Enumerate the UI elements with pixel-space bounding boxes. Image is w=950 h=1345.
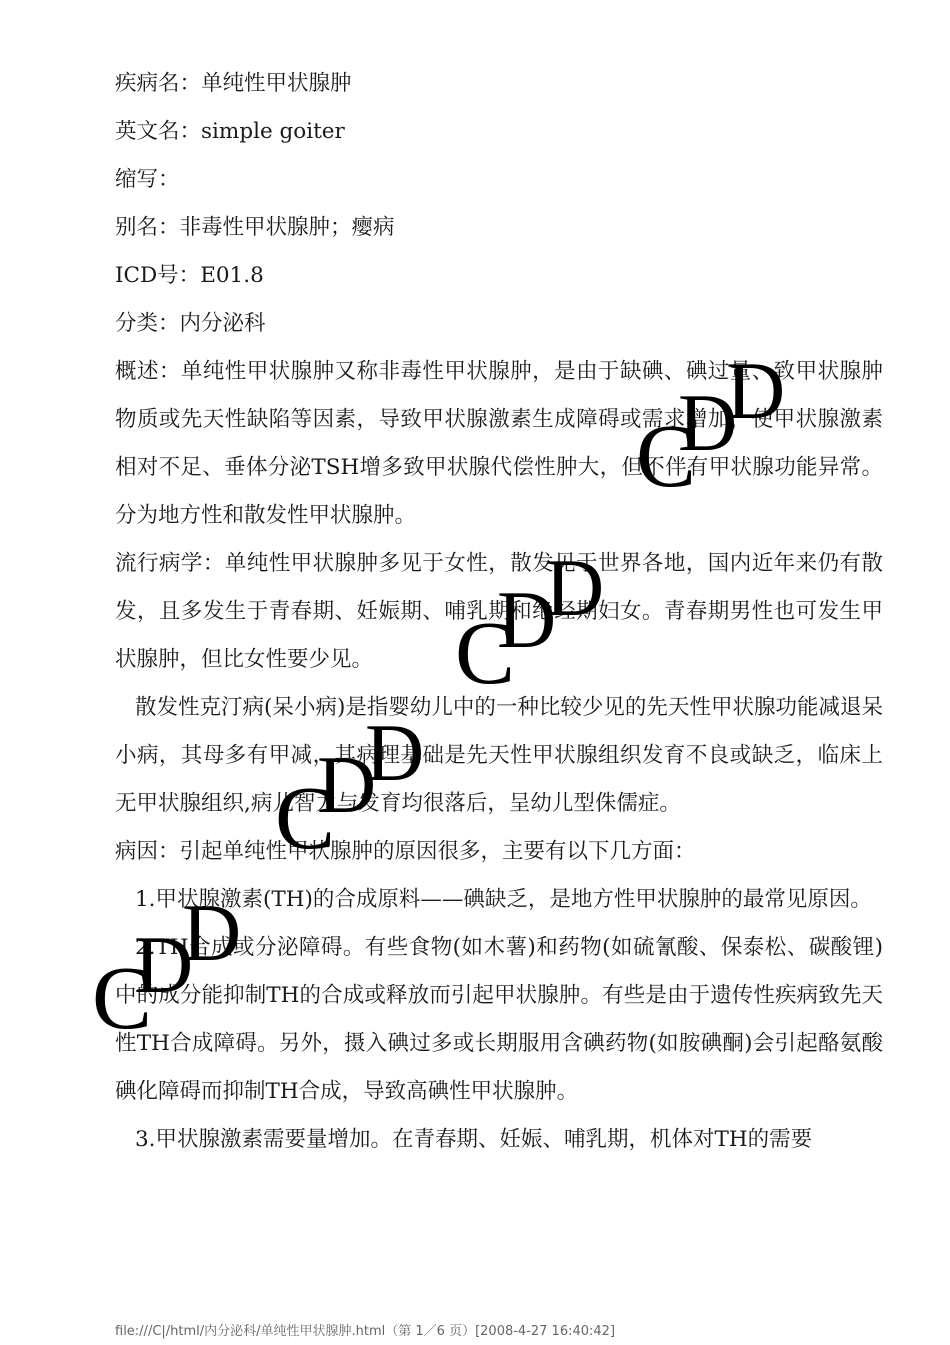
epidemiology-cretinism-paragraph: 散发性克汀病(呆小病)是指婴幼儿中的一种比较少见的先天性甲状腺功能减退呆小病，其母多有甲减，其病理基础是先天性甲状腺组织发育不良或缺乏，临床上无甲状腺组织,病儿智力与发育均很落后，呈幼儿型侏儒症。 <box>115 695 883 816</box>
field-icd: ICD号：E01.8 <box>115 263 264 288</box>
cdd-watermark: C D D <box>275 707 425 868</box>
field-english-name: 英文名：simple goiter <box>115 119 345 144</box>
page-footer: file:///C|/html/内分泌科/单纯性甲状腺肿.html（第 1／6 页）[2008-4-27 16:40:42] <box>115 1324 616 1339</box>
cdd-watermark: C D D <box>92 887 242 1048</box>
document-body <box>115 60 883 1164</box>
cdd-watermark: C D D <box>636 345 786 506</box>
field-abbreviation: 缩写： <box>115 167 180 192</box>
epidemiology-paragraph: 流行病学：单纯性甲状腺肿多见于女性，散发见于世界各地，国内近年来仍有散发，且多发生于青春期、妊娠期、哺乳期和绝经期妇女。青春期男性也可发生甲状腺肿，但比女性要少见。 <box>115 551 883 672</box>
etiology-item-2: 2.TH合成或分泌障碍。有些食物(如木薯)和药物(如硫氰酸、保泰松、碳酸锂)中的成分能抑制TH的合成或释放而引起甲状腺肿。有些是由于遗传性疾病致先天性TH合成障碍。另外，摄入碘过多或长期服用含碘药物(如胺碘酮)会引起酪氨酸碘化障碍而抑制TH合成，导致高碘性甲状腺肿。 <box>115 935 883 1104</box>
field-category: 分类：内分泌科 <box>115 311 266 336</box>
cdd-watermark: C D D <box>455 542 605 703</box>
etiology-item-3: 3.甲状腺激素需要量增加。在青春期、妊娠、哺乳期，机体对TH的需要 <box>135 1127 813 1152</box>
overview-paragraph: 概述：单纯性甲状腺肿又称非毒性甲状腺肿，是由于缺碘、碘过量、致甲状腺肿物质或先天性缺陷等因素，导致甲状腺激素生成障碍或需求增加，使甲状腺激素相对不足、垂体分泌TSH增多致甲状腺代偿性肿大，但不伴有甲状腺功能异常。分为地方性和散发性甲状腺肿。 <box>115 359 883 528</box>
etiology-paragraph: 病因：引起单纯性甲状腺肿的原因很多，主要有以下几方面： <box>115 839 696 864</box>
etiology-item-1: 1.甲状腺激素(TH)的合成原料——碘缺乏，是地方性甲状腺肿的最常见原因。 <box>135 887 872 912</box>
field-disease-name: 疾病名：单纯性甲状腺肿 <box>115 71 352 96</box>
field-alias: 别名：非毒性甲状腺肿；瘿病 <box>115 215 395 240</box>
